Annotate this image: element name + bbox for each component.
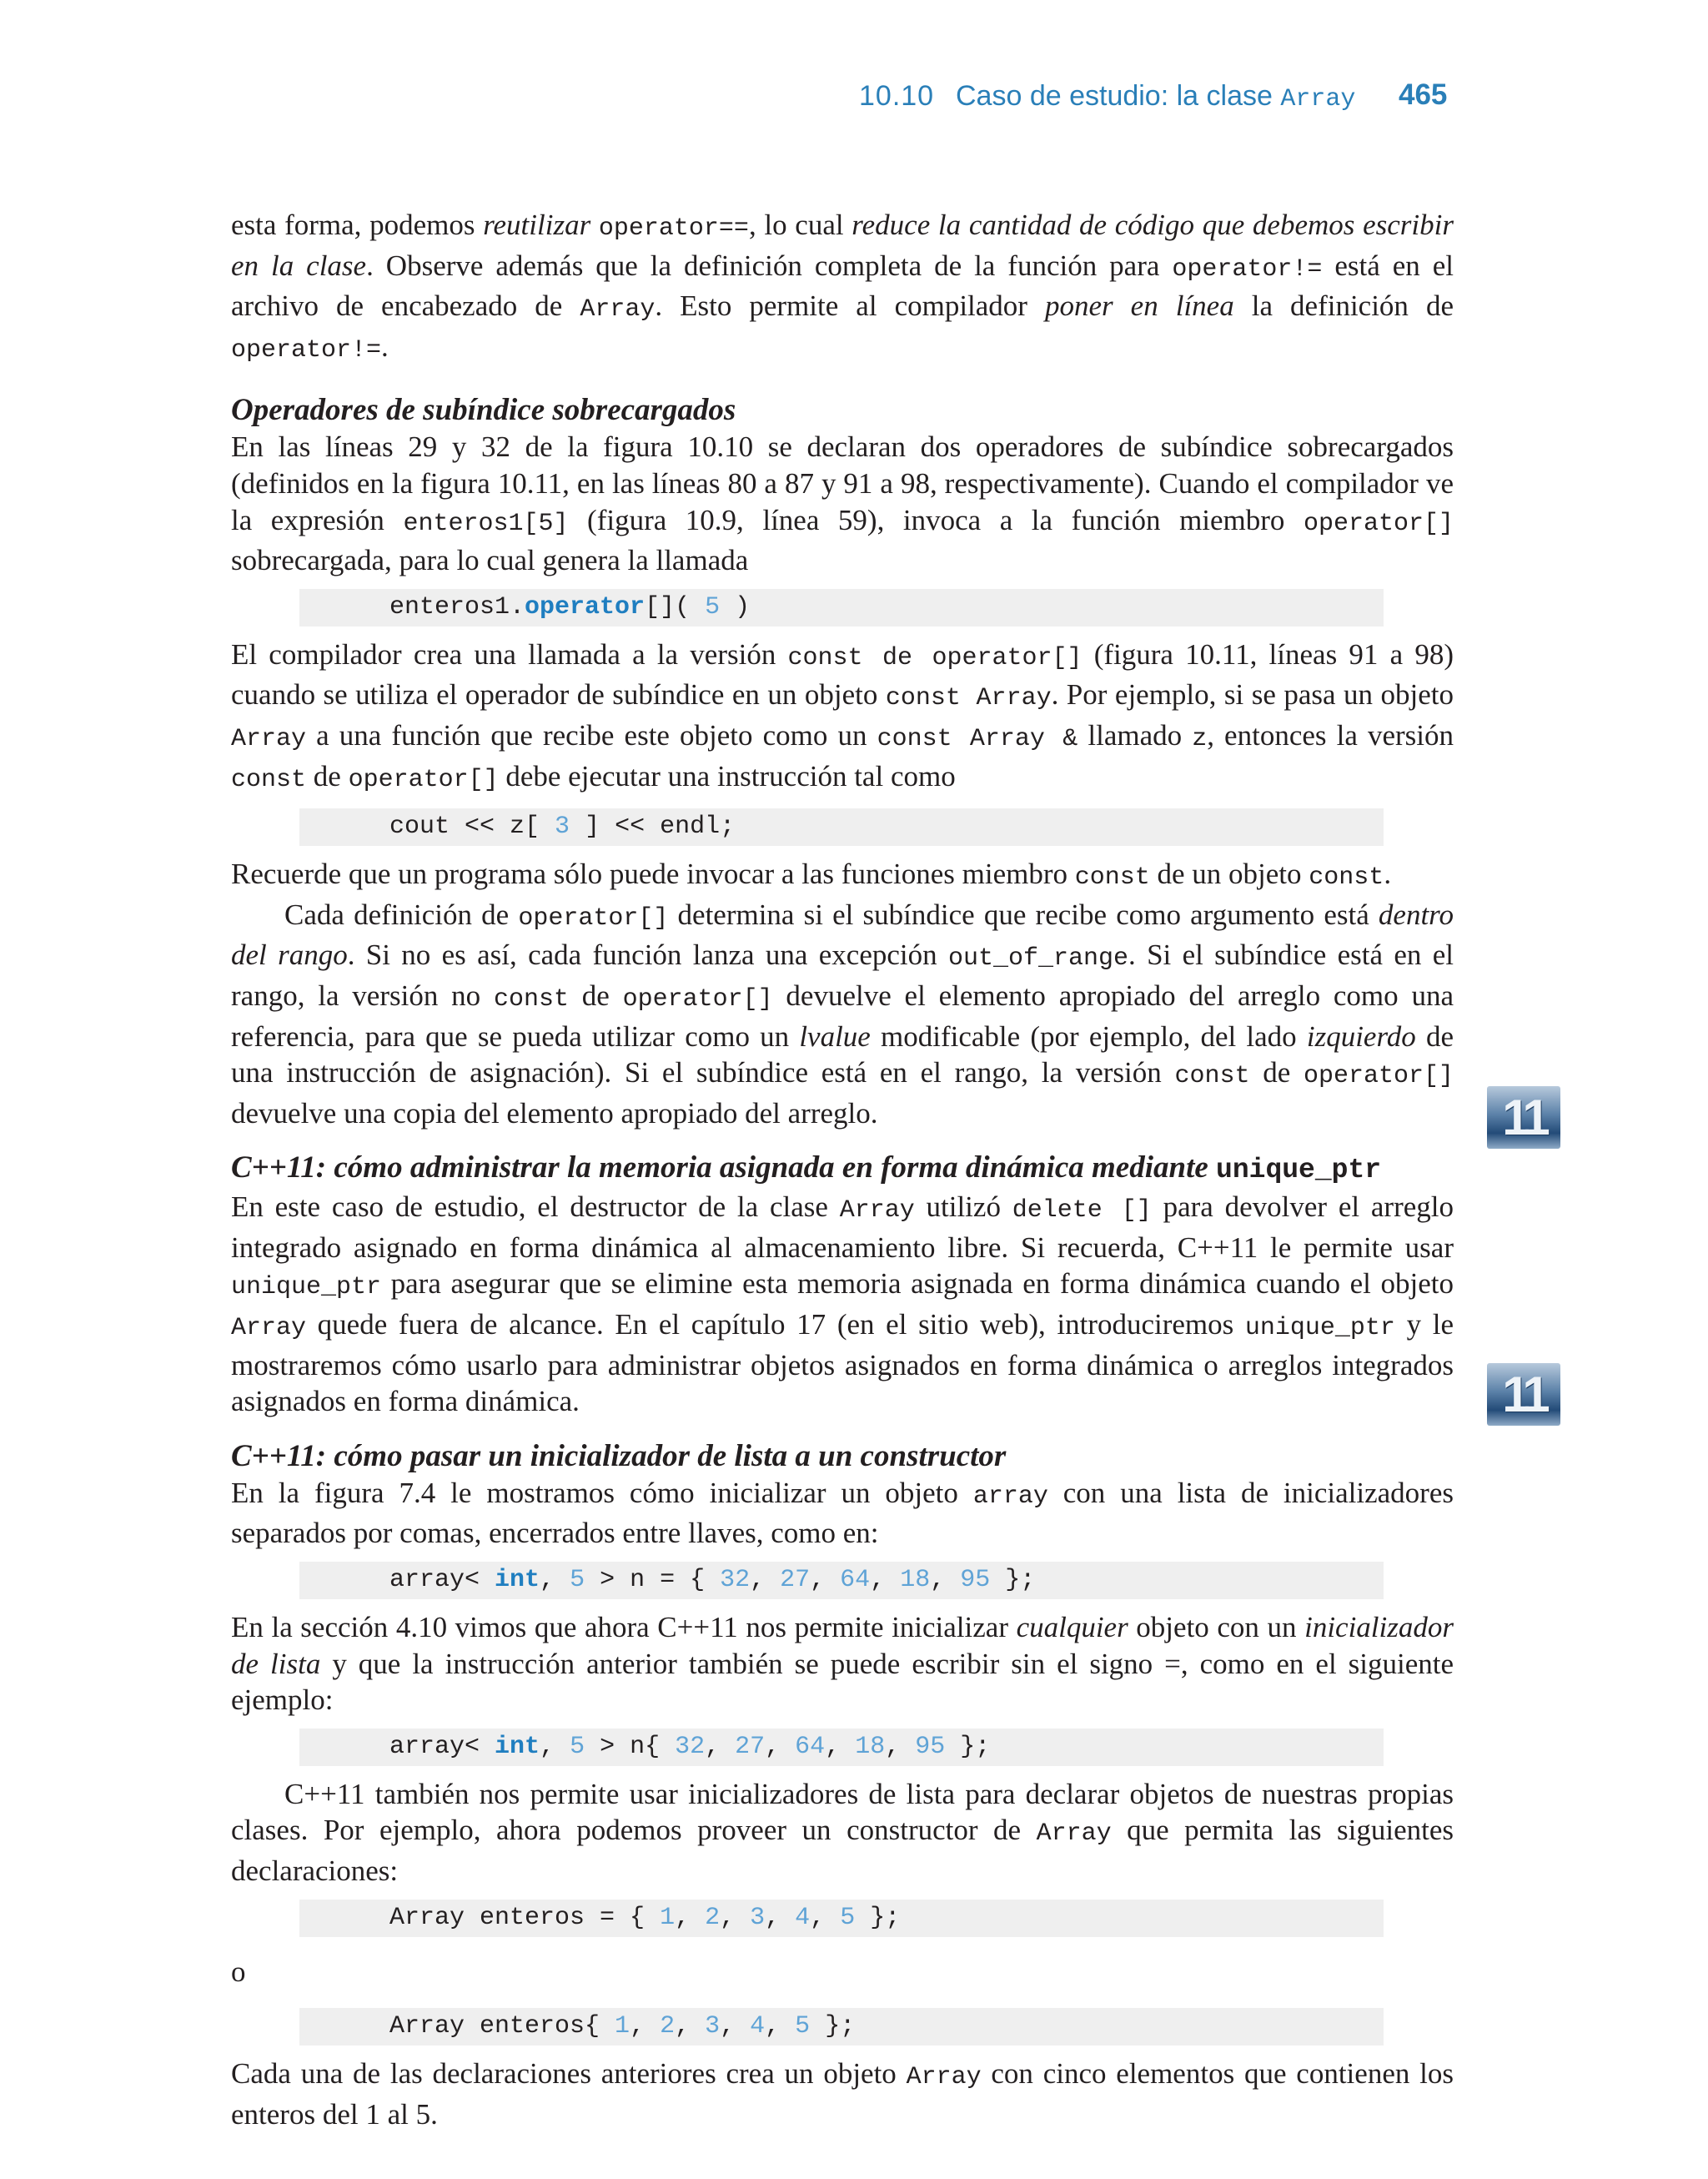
section-title: Caso de estudio: la clase Array bbox=[956, 80, 1356, 113]
paragraph: En las líneas 29 y 32 de la figura 10.10 se declaran dos operadores de subíndice sobrecargados (definidos en la figura 10.11, en las líneas 80 a 87 y 91 a 98, respectivamente). Cuando el compilador ve la expresión enteros1[5] (figura 10.9, línea 59), invoca a la función miembro operator[] sobrecargada, para lo cual genera la llamada bbox=[231, 430, 1454, 577]
paragraph: En este caso de estudio, el destructor de la clase Array utilizó delete [] para devolver el arreglo integrado asignado en forma dinámica al almacenamiento libre. Si recuerda, C++11 le permite usar unique_ptr para asegurar que se elimine esta memoria asignada en forma dinámica cuando el objeto Array quede fuera de alcance. En el capítulo 17 (en el sitio web), introduciremos unique_ptr y le mostraremos cómo usarlo para administrar objetos asignados en forma dinámica o arreglos integrados asignados en forma dinámica. bbox=[231, 1190, 1454, 1418]
code-block: enteros1.operator[]( 5 ) bbox=[299, 589, 1384, 627]
page-body bbox=[231, 207, 1454, 2132]
subheading: C++11: cómo administrar la memoria asignada en forma dinámica mediante unique_ptr bbox=[231, 1150, 1382, 1186]
page-number: 465 bbox=[1399, 78, 1448, 111]
running-header bbox=[0, 80, 1708, 122]
paragraph: Recuerde que un programa sólo puede invocar a las funciones miembro const de un objeto const. bbox=[231, 858, 1392, 893]
paragraph: El compilador crea una llamada a la versión const de operator[] (figura 10.11, líneas 91 a 98) cuando se utiliza el operador de subíndice en un objeto const Array. Por ejemplo, si se pasa un objeto Array a una función que recibe este objeto como un const Array & llamado z, entonces la versión const de operator[] debe ejecutar una instrucción tal como bbox=[231, 637, 1454, 794]
paragraph: Cada una de las declaraciones anteriores crea un objeto Array con cinco elementos que contienen los enteros del 1 al 5. bbox=[231, 2057, 1454, 2131]
code-block: Array enteros = { 1, 2, 3, 4, 5 }; bbox=[299, 1900, 1384, 1937]
cpp11-badge-icon: 11 bbox=[1487, 1363, 1560, 1426]
cpp11-badge-icon: 11 bbox=[1487, 1086, 1560, 1149]
paragraph: En la figura 7.4 le mostramos cómo inicializar un objeto array con una lista de inicializadores separados por comas, encerrados entre llaves, como en: bbox=[231, 1476, 1454, 1550]
paragraph: En la sección 4.10 vimos que ahora C++11 nos permite inicializar cualquier objeto con un inicializador de lista y que la instrucción anterior también se puede escribir sin el signo =, como en el siguiente ejemplo: bbox=[231, 1611, 1454, 1717]
paragraph: esta forma, podemos reutilizar operator==, lo cual reduce la cantidad de código que debemos escribir en la clase. Observe además que la definición completa de la función para operator!= está en el archivo de encabezado de Array. Esto permite al compilador poner en línea la definición de operator!=. bbox=[231, 209, 1454, 365]
paragraph: C++11 también nos permite usar inicializadores de lista para declarar objetos de nuestras propias clases. Por ejemplo, ahora podemos proveer un constructor de Array que permita las siguientes declaraciones: bbox=[231, 1777, 1454, 1887]
code-block: cout << z[ 3 ] << endl; bbox=[299, 808, 1384, 846]
paragraph: Cada definición de operator[] determina si el subíndice que recibe como argumento está dentro del rango. Si no es así, cada función lanza una excepción out_of_range. Si el subíndice está en el rango, la versión no const de operator[] devuelve el elemento apropiado del arreglo como una referencia, para que se pueda utilizar como un lvalue modificable (por ejemplo, del lado izquierdo de una instrucción de asignación). Si el subíndice está en el rango, la versión const de operator[] devuelve una copia del elemento apropiado del arreglo. bbox=[231, 898, 1454, 1130]
subheading: Operadores de subíndice sobrecargados bbox=[231, 393, 736, 428]
connector-word: o bbox=[231, 1955, 246, 1988]
code-block: array< int, 5 > n{ 32, 27, 64, 18, 95 }; bbox=[299, 1729, 1384, 1766]
code-block: Array enteros{ 1, 2, 3, 4, 5 }; bbox=[299, 2008, 1384, 2046]
subheading: C++11: cómo pasar un inicializador de lista a un constructor bbox=[231, 1438, 1007, 1473]
section-number: 10.10 bbox=[859, 80, 935, 112]
code-block: array< int, 5 > n = { 32, 27, 64, 18, 95 }; bbox=[299, 1562, 1384, 1599]
